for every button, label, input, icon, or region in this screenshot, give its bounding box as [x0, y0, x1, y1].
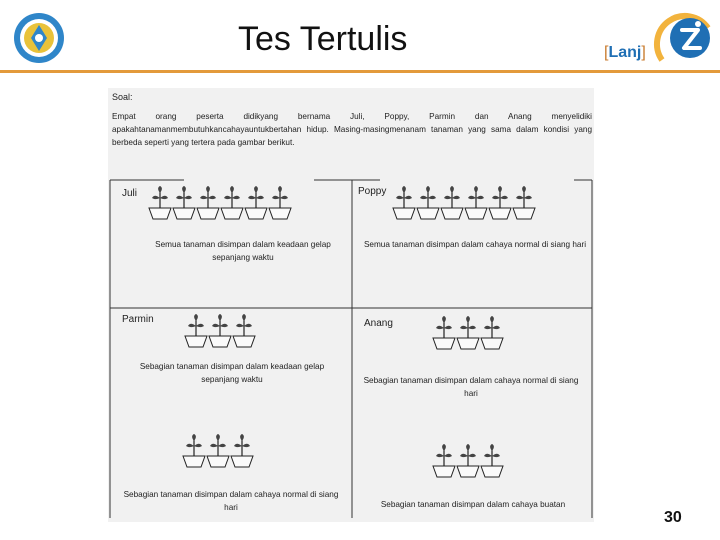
potted-plant-icon: [233, 314, 255, 347]
group-name-juli: Juli: [122, 188, 138, 199]
plant-row: [148, 186, 296, 227]
slide-title: Tes Tertulis: [238, 20, 408, 58]
potted-plant-icon: [231, 434, 253, 467]
plants-illustration: [392, 186, 540, 222]
potted-plant-icon: [173, 186, 195, 219]
potted-plant-icon: [441, 186, 463, 219]
plant-row: [432, 316, 508, 357]
caption-parmin: Sebagian tanaman disimpan dalam keadaan gelap sepanjang waktu: [139, 362, 325, 384]
potted-plant-icon: [197, 186, 219, 219]
plant-row: [432, 444, 508, 485]
kurikulum-logo: [654, 8, 716, 72]
caption-poppy: Semua tanaman disimpan dalam cahaya normal di siang hari: [363, 240, 587, 249]
potted-plant-icon: [489, 186, 511, 219]
potted-plant-icon: [481, 444, 503, 477]
potted-plant-icon: [457, 316, 479, 349]
potted-plant-icon: [245, 186, 267, 219]
tut-wuri-handayani-logo: [12, 10, 66, 66]
potted-plant-icon: [207, 434, 229, 467]
soal-label: Soal:: [112, 92, 133, 102]
potted-plant-icon: [513, 186, 535, 219]
group-name-poppy: Poppy: [358, 186, 387, 197]
potted-plant-icon: [433, 444, 455, 477]
plants-illustration: [148, 186, 296, 222]
plant-row: [182, 434, 258, 475]
plant-row: [184, 314, 260, 355]
page-number: 30: [664, 509, 682, 526]
potted-plant-icon: [149, 186, 171, 219]
potted-plant-icon: [417, 186, 439, 219]
question-panel: [108, 88, 594, 522]
continued-label: [Lanj]: [604, 44, 646, 61]
potted-plant-icon: [457, 444, 479, 477]
potted-plant-icon: [433, 316, 455, 349]
soal-text: Empat orang peserta didikyang bernama Juli, Poppy, Parmin dan Anang menyelidiki apakahtanamanmembutuhkancahayauntukbertahan hidup. Masing-masingmenanam tanaman yang sama dalam kondisi yang berbeda seperti yang tertera pada gambar berikut.: [112, 112, 592, 147]
plants-illustration: [432, 316, 508, 352]
caption-juli: Semua tanaman disimpan dalam keadaan gelap sepanjang waktu: [155, 240, 331, 262]
potted-plant-icon: [481, 316, 503, 349]
plants-illustration: [184, 314, 260, 350]
potted-plant-icon: [465, 186, 487, 219]
caption-anang: Sebagian tanaman disimpan dalam cahaya normal di siang hari: [363, 376, 579, 398]
caption-anang-2: Sebagian tanaman disimpan dalam cahaya buatan: [380, 500, 566, 509]
potted-plant-icon: [185, 314, 207, 347]
plant-row: [392, 186, 540, 227]
potted-plant-icon: [269, 186, 291, 219]
experiment-grid: [108, 88, 594, 522]
plants-illustration: [182, 434, 258, 470]
plants-illustration: [432, 444, 508, 480]
potted-plant-icon: [183, 434, 205, 467]
group-name-anang: Anang: [364, 318, 393, 329]
group-name-parmin: Parmin: [122, 314, 154, 325]
potted-plant-icon: [221, 186, 243, 219]
potted-plant-icon: [393, 186, 415, 219]
potted-plant-icon: [209, 314, 231, 347]
header-divider: [0, 70, 720, 73]
caption-parmin-2: Sebagian tanaman disimpan dalam cahaya normal di siang hari: [123, 490, 339, 512]
